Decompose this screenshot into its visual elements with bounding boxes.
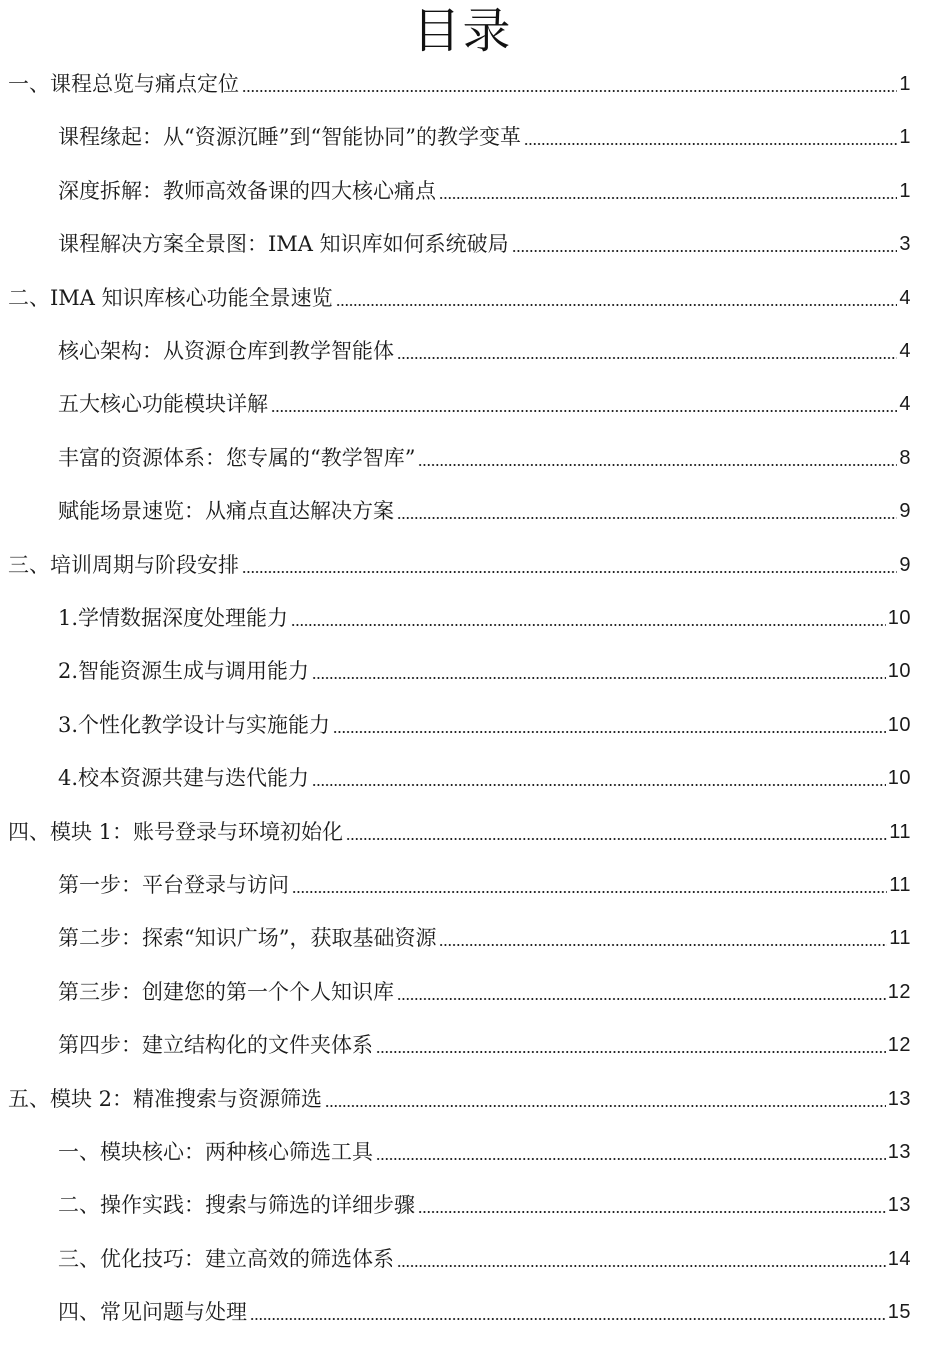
toc-entry-label: 四、模块 1：账号登录与环境初始化	[8, 819, 344, 844]
toc-entry-page: 12	[887, 1034, 911, 1057]
dot-leader	[376, 1051, 886, 1053]
dot-leader	[242, 571, 897, 573]
dot-leader	[312, 784, 886, 786]
toc-entry-page: 9	[899, 553, 911, 576]
toc-entry-page: 11	[889, 874, 911, 896]
toc-entry-level2[interactable]	[58, 1021, 911, 1059]
toc-entry-level2[interactable]	[58, 1181, 911, 1219]
toc-entry-label: 课程解决方案全景图：IMA 知识库如何系统破局	[58, 232, 509, 257]
toc-entry-label: 2.智能资源生成与调用能力	[58, 659, 310, 684]
toc-entry-label: 赋能场景速览：从痛点直达解决方案	[58, 499, 394, 524]
toc-entry-label: 一、模块核心：两种核心筛选工具	[58, 1140, 373, 1164]
toc-entry-level2[interactable]	[58, 754, 911, 792]
toc-entry-page: 15	[887, 1301, 911, 1324]
toc-entry-page: 11	[889, 927, 911, 950]
toc-entry-label: 3.个性化教学设计与实施能力	[58, 712, 331, 737]
dot-leader	[439, 944, 887, 946]
dot-leader	[512, 250, 898, 252]
dot-leader	[242, 90, 897, 92]
toc-entry-page: 8	[899, 446, 911, 469]
dot-leader	[250, 1318, 886, 1320]
toc-entry-page: 10	[887, 767, 911, 790]
toc-entry-page: 1	[899, 73, 911, 95]
dot-leader	[397, 357, 897, 359]
toc-entry-level2[interactable]	[58, 1235, 911, 1273]
toc-entry-label: 1.学情数据深度处理能力	[58, 606, 289, 630]
toc-entry-level2[interactable]	[58, 220, 911, 258]
toc-entry-page: 14	[887, 1247, 911, 1270]
toc-entry-level2[interactable]	[58, 380, 911, 418]
toc-entry-label: 第一步：平台登录与访问	[58, 873, 289, 897]
toc-entry-level1[interactable]	[8, 808, 911, 846]
toc-entry-label: 一、课程总览与痛点定位	[8, 72, 239, 96]
toc-entry-level1[interactable]	[8, 274, 911, 312]
dot-leader	[524, 143, 897, 145]
dot-leader	[292, 891, 887, 893]
dot-leader	[336, 304, 898, 306]
toc-entry-page: 3	[899, 233, 911, 256]
toc-entry-label: 丰富的资源体系：您专属的“教学智库”	[58, 445, 416, 470]
toc-entry-level2[interactable]	[58, 327, 911, 365]
dot-leader	[418, 1211, 886, 1213]
toc-entry-level2[interactable]	[58, 167, 911, 205]
toc-entry-label: 第四步：建立结构化的文件夹体系	[58, 1033, 373, 1058]
toc-entry-label: 4.校本资源共建与迭代能力	[58, 766, 310, 791]
dot-leader	[397, 517, 897, 519]
toc-entry-label: 三、优化技巧：建立高效的筛选体系	[58, 1246, 394, 1271]
toc-entry-label: 四、常见问题与处理	[58, 1300, 247, 1325]
toc-entry-level1[interactable]	[8, 541, 911, 579]
toc-entry-label: 第三步：创建您的第一个个人知识库	[58, 979, 394, 1004]
dot-leader	[271, 410, 897, 412]
dot-leader	[397, 1265, 886, 1267]
toc-entry-level1[interactable]	[8, 1075, 911, 1113]
toc-entry-label: 三、培训周期与阶段安排	[8, 552, 239, 577]
toc-entry-page: 4	[899, 340, 911, 362]
dot-leader	[325, 1105, 886, 1107]
toc-entry-label: 五、模块 2：精准搜索与资源筛选	[8, 1086, 323, 1111]
toc-entry-page: 4	[899, 393, 911, 416]
toc-entry-level2[interactable]	[58, 487, 911, 525]
toc-entry-level2[interactable]	[58, 113, 911, 151]
toc-entry-page: 10	[887, 713, 911, 736]
toc-entry-page: 11	[889, 820, 911, 843]
toc-entry-page: 12	[887, 980, 911, 1003]
toc-entry-page: 1	[899, 126, 911, 149]
dot-leader	[397, 998, 886, 1000]
toc-entry-level2[interactable]	[58, 1128, 911, 1166]
dot-leader	[312, 677, 886, 679]
toc-entry-label: 二、IMA 知识库核心功能全景速览	[8, 285, 333, 310]
toc-entry-label: 核心架构：从资源仓库到教学智能体	[58, 339, 394, 363]
toc-entry-level2[interactable]	[58, 594, 911, 632]
toc-entry-page: 9	[899, 500, 911, 523]
toc-entry-level2[interactable]	[58, 861, 911, 899]
dot-leader	[346, 838, 887, 840]
toc-entry-page: 10	[887, 607, 911, 629]
dot-leader	[376, 1158, 886, 1160]
toc-entry-label: 第二步：探索“知识广场”，获取基础资源	[58, 926, 437, 951]
toc-entry-page: 10	[887, 660, 911, 683]
toc-entry-page: 13	[887, 1194, 911, 1217]
toc-entry-page: 4	[899, 286, 911, 309]
toc-entry-page: 1	[899, 179, 911, 202]
page-title: 目录	[412, 3, 513, 59]
toc-entry-level1[interactable]	[8, 60, 911, 98]
toc-entry-label: 二、操作实践：搜索与筛选的详细步骤	[58, 1193, 415, 1218]
toc-entry-label: 课程缘起：从“资源沉睡”到“智能协同”的教学变革	[58, 125, 521, 150]
toc-entry-level2[interactable]	[58, 434, 911, 472]
toc-entry-level2[interactable]	[58, 914, 911, 952]
dot-leader	[333, 731, 886, 733]
toc-entry-level2[interactable]	[58, 968, 911, 1006]
toc-entry-level2[interactable]	[58, 647, 911, 685]
toc-entry-page: 13	[887, 1087, 911, 1110]
toc-entry-level2[interactable]	[58, 701, 911, 739]
dot-leader	[439, 197, 897, 199]
dot-leader	[291, 624, 886, 626]
toc-entry-level2[interactable]	[58, 1288, 911, 1326]
toc-entry-label: 深度拆解：教师高效备课的四大核心痛点	[58, 178, 436, 203]
toc-entry-page: 13	[887, 1141, 911, 1163]
dot-leader	[418, 464, 897, 466]
toc-entry-label: 五大核心功能模块详解	[58, 392, 268, 417]
